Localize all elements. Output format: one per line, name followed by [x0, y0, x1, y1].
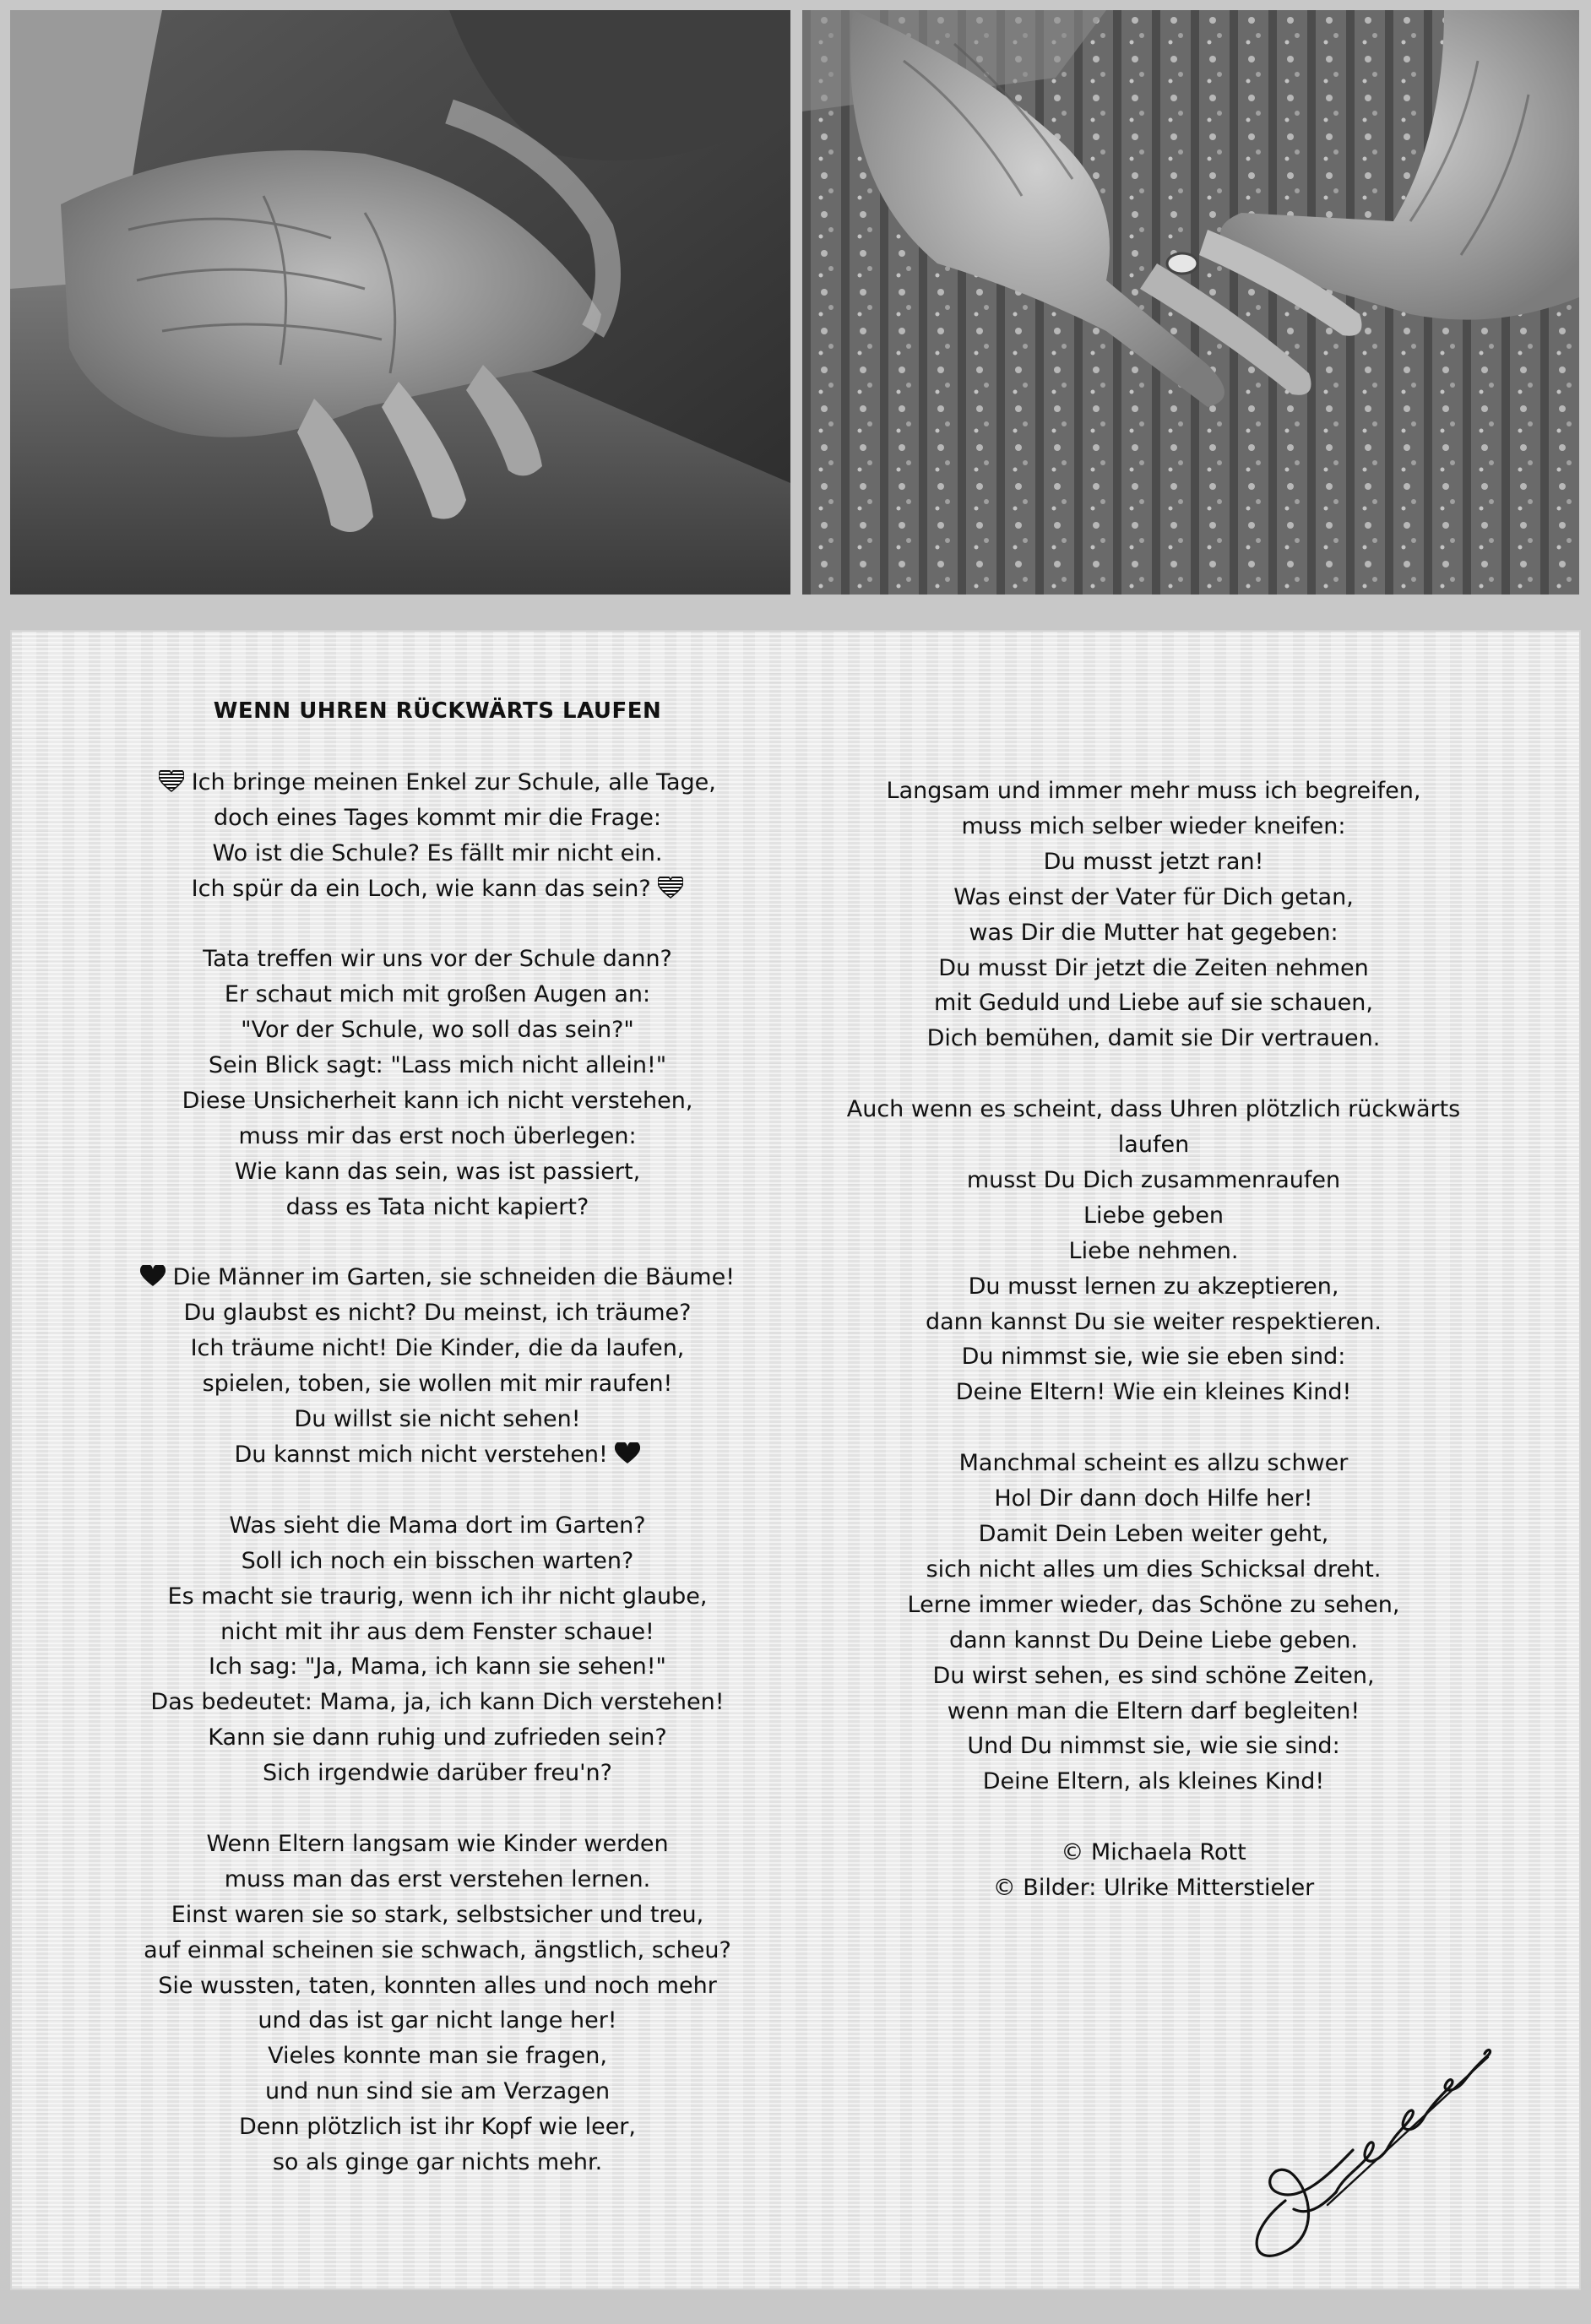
poem-line: musst Du Dich zusammenraufen	[966, 1166, 1341, 1193]
poem-line: Dich bemühen, damit sie Dir vertrauen.	[926, 1025, 1381, 1052]
image-credit: © Bilder: Ulrike Mitterstieler	[992, 1875, 1315, 1902]
poem-line: Was sieht die Mama dort im Garten?	[229, 1512, 646, 1539]
stanza-3	[95, 1260, 780, 1472]
poem-line: Sich irgendwie darüber freu'n?	[262, 1760, 613, 1787]
poem-line: Du musst Dir jetzt die Zeiten nehmen	[938, 954, 1369, 981]
poem-line: Liebe geben	[1083, 1202, 1224, 1229]
poem-line: laufen	[1117, 1132, 1190, 1159]
poem-line	[95, 1437, 780, 1473]
poem-line: muss mich selber wieder kneifen:	[961, 812, 1346, 839]
poem-line: wenn man die Eltern darf begleiten!	[947, 1697, 1360, 1724]
poem-line: und nun sind sie am Verzagen	[264, 2078, 611, 2105]
signature-gedichtezauber	[1235, 2023, 1522, 2277]
poem-line: Soll ich noch ein bisschen warten?	[241, 1547, 634, 1574]
poem-line: Tata treffen wir uns vor der Schule dann?	[203, 946, 672, 973]
poem-line: mit Geduld und Liebe auf sie schauen,	[934, 990, 1373, 1017]
poem-line: Einst waren sie so stark, selbstsicher und treu,	[171, 1901, 704, 1928]
poem-line: Liebe nehmen.	[1068, 1237, 1239, 1264]
poem-line: dass es Tata nicht kapiert?	[285, 1193, 589, 1220]
poem-title: WENN UHREN RÜCKWÄRTS LAUFEN	[213, 698, 662, 724]
poem-line: "Vor der Schule, wo soll das sein?"	[241, 1017, 634, 1044]
poem-line-text: Ich bringe meinen Enkel zur Schule, alle Tage,	[191, 768, 716, 795]
poem-line: und das ist gar nicht lange her!	[258, 2007, 617, 2034]
poem-card	[10, 630, 1581, 2290]
poem-line-text: Du kannst mich nicht verstehen!	[234, 1441, 608, 1468]
poem-line: Du willst sie nicht sehen!	[294, 1406, 581, 1433]
poem-line: nicht mit ihr aus dem Fenster schaue!	[220, 1618, 654, 1645]
stanza-6	[811, 774, 1496, 1056]
poem-line-text: Die Männer im Garten, sie schneiden die Bäume!	[172, 1264, 736, 1291]
poem-line: muss mir das erst noch überlegen:	[238, 1122, 637, 1149]
photo-right-hands	[802, 10, 1579, 595]
poem-line: Ich träume nicht! Die Kinder, die da laufen,	[190, 1335, 685, 1362]
poem-line: Deine Eltern, als kleines Kind!	[982, 1768, 1325, 1795]
black-heart-icon	[615, 1442, 640, 1464]
hands-photo-right-image	[802, 10, 1579, 595]
poem-line: was Dir die Mutter hat gegeben:	[969, 919, 1339, 946]
poem-line: Du musst jetzt ran!	[1043, 848, 1264, 875]
poem-line: Denn plötzlich ist ihr Kopf wie leer,	[239, 2114, 636, 2141]
striped-heart-icon	[159, 770, 184, 792]
poem-line: Wo ist die Schule? Es fällt mir nicht ein.	[212, 839, 663, 866]
poem-line	[95, 765, 780, 801]
poem-line: muss man das erst verstehen lernen.	[224, 1865, 651, 1892]
stanza-1	[95, 765, 780, 907]
poem-line: Sie wussten, taten, konnten alles und noch mehr	[158, 1972, 717, 1999]
hands-photo-left-image	[10, 10, 790, 595]
poem-line-text: Ich spür da ein Loch, wie kann das sein?	[191, 875, 651, 902]
poem-line: Er schaut mich mit großen Augen an:	[224, 981, 651, 1008]
poem-right-column	[811, 774, 1496, 1941]
poem-line: Damit Dein Leben weiter geht,	[978, 1521, 1329, 1547]
poem-line: Vieles konnte man sie fragen,	[268, 2043, 607, 2070]
poem-left-column	[95, 694, 780, 2216]
stanza-8	[811, 1446, 1496, 1800]
poem-line: Du glaubst es nicht? Du meinst, ich träume?	[183, 1300, 692, 1327]
poem-line: Hol Dir dann doch Hilfe her!	[994, 1485, 1313, 1512]
poem-line: Du nimmst sie, wie sie eben sind:	[961, 1344, 1346, 1371]
poem-line: dann kannst Du Deine Liebe geben.	[948, 1626, 1359, 1653]
poem-line: Wie kann das sein, was ist passiert,	[234, 1158, 641, 1185]
poem-line: auf einmal scheinen sie schwach, ängstlich, scheu?	[144, 1936, 731, 1963]
poem-line: Kann sie dann ruhig und zufrieden sein?	[208, 1724, 667, 1751]
poem-line: Du wirst sehen, es sind schöne Zeiten,	[932, 1662, 1375, 1689]
striped-heart-icon	[658, 877, 683, 899]
poem-line: Diese Unsicherheit kann ich nicht verstehen,	[182, 1087, 693, 1114]
poem-line: doch eines Tages kommt mir die Frage:	[214, 804, 661, 831]
poem-line: Wenn Eltern langsam wie Kinder werden	[206, 1830, 669, 1857]
stanza-4	[95, 1508, 780, 1791]
poem-line: Sein Blick sagt: "Lass mich nicht allein!"	[208, 1052, 667, 1079]
poem-line: so als ginge gar nichts mehr.	[272, 2149, 603, 2176]
poem-line: Es macht sie traurig, wenn ich ihr nicht glaube,	[167, 1583, 708, 1610]
poem-line: Was einst der Vater für Dich getan,	[953, 883, 1354, 910]
stanza-5	[95, 1827, 780, 2180]
black-heart-icon	[140, 1265, 166, 1287]
author-credit: © Michaela Rott	[1061, 1839, 1246, 1866]
poem-line	[95, 872, 780, 907]
poem-line: Manchmal scheint es allzu schwer	[958, 1450, 1349, 1477]
poem-line: Lerne immer wieder, das Schöne zu sehen,	[907, 1591, 1400, 1618]
poem-line: dann kannst Du sie weiter respektieren.	[925, 1308, 1382, 1335]
poem-line: Langsam und immer mehr muss ich begreifen,	[886, 778, 1421, 804]
poem-line: Deine Eltern! Wie ein kleines Kind!	[955, 1379, 1352, 1406]
stanza-2	[95, 942, 780, 1224]
poem-line: spielen, toben, sie wollen mit mir raufen!	[202, 1371, 673, 1398]
poem-line: Ich sag: "Ja, Mama, ich kann sie sehen!"	[209, 1653, 666, 1681]
poem-line: Und Du nimmst sie, wie sie sind:	[967, 1733, 1340, 1760]
photo-left-hands	[10, 10, 790, 595]
poem-line: Du musst lernen zu akzeptieren,	[968, 1273, 1339, 1300]
poem-line: sich nicht alles um dies Schicksal dreht.	[926, 1556, 1382, 1583]
poem-line	[95, 1260, 780, 1295]
stanza-7	[811, 1092, 1496, 1410]
credits	[811, 1835, 1496, 1906]
poem-line: Das bedeutet: Mama, ja, ich kann Dich verstehen!	[150, 1689, 725, 1716]
poem-line: Auch wenn es scheint, dass Uhren plötzlich rückwärts	[846, 1096, 1461, 1123]
